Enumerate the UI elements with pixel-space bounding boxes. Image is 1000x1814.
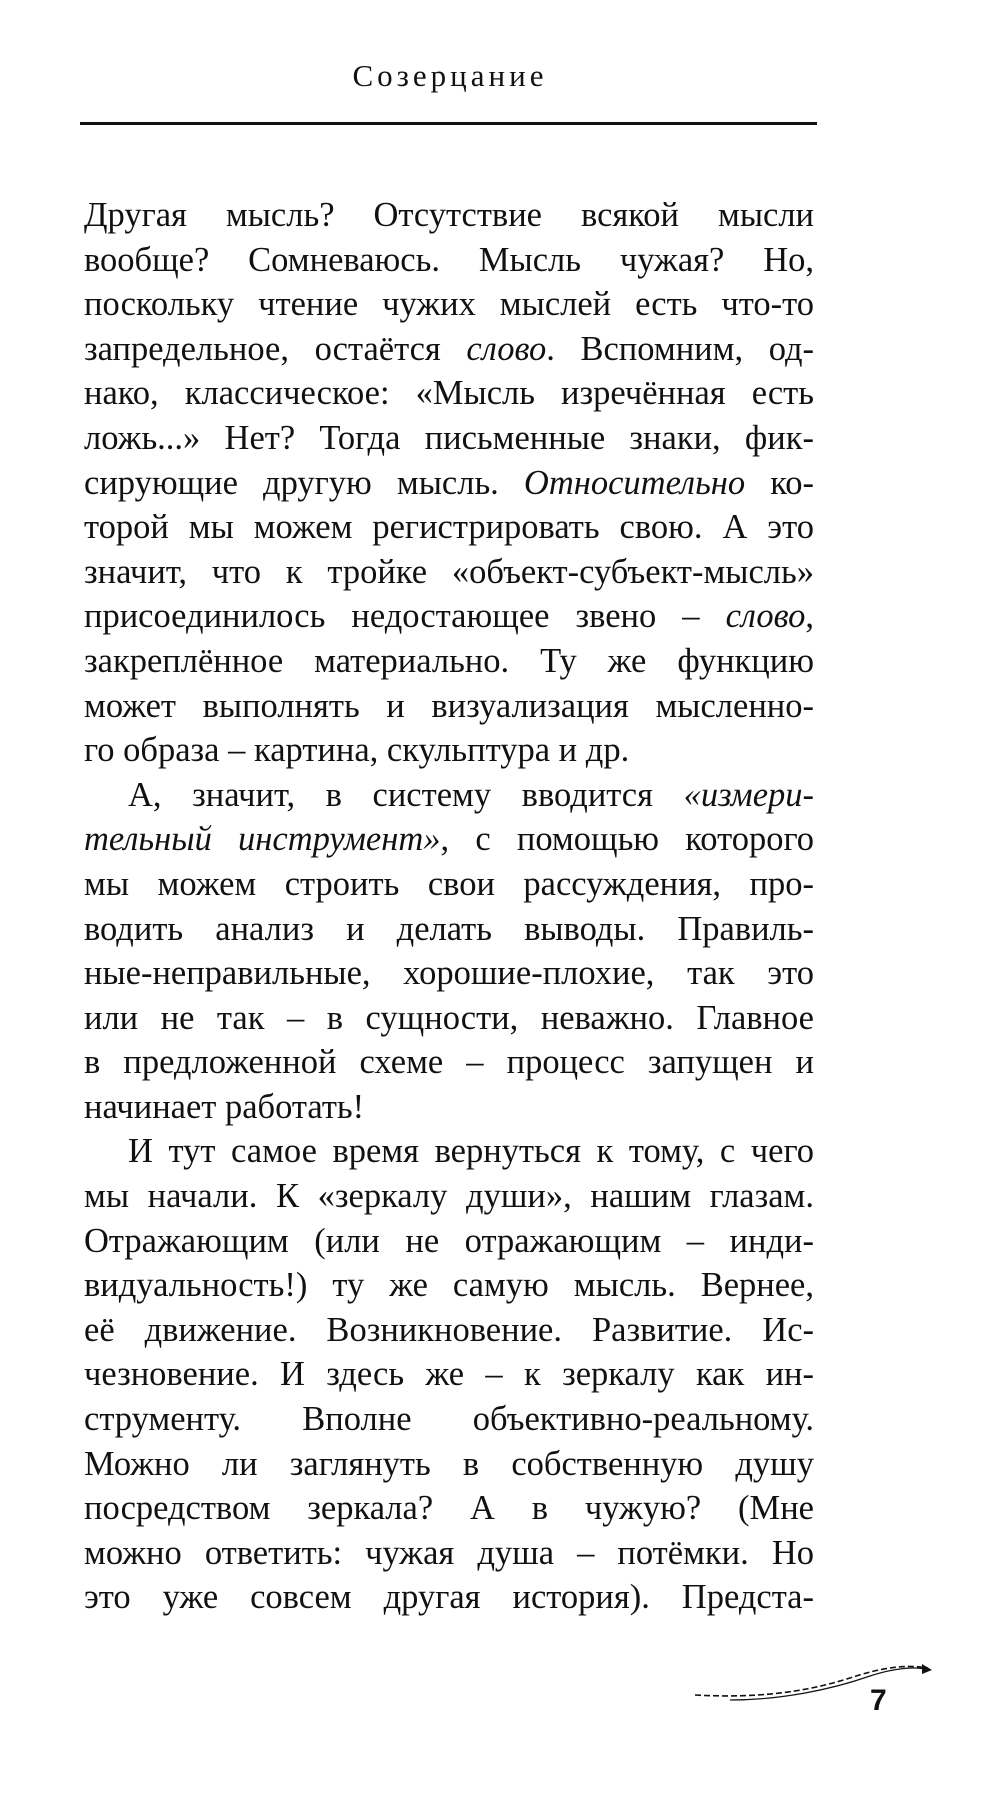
text-line: присоединилось недостающее звено – слово,: [84, 597, 814, 636]
text-line: тельный инструмент», с помощью которого: [84, 820, 815, 859]
text-line: может выполнять и визуализация мысленно-: [84, 686, 814, 725]
running-head: Созерцание: [352, 58, 548, 93]
text-line: посредством зеркала? А в чужую? (Мне: [84, 1489, 814, 1528]
text-line: ные-неправильные, хорошие-плохие, так это: [84, 954, 814, 993]
text-line: чезновение. И здесь же – к зеркалу как ин-: [84, 1355, 814, 1394]
text-line: мы можем строить свои рассуждения, про-: [84, 864, 814, 903]
text-line: водить анализ и делать выводы. Правиль-: [84, 909, 814, 948]
text-line: А, значит, в систему вводится «измери-: [128, 775, 814, 814]
paragraph-1: [84, 193, 814, 773]
text-line: струменту. Вполне объективно-реальному.: [84, 1400, 814, 1439]
text-line: её движение. Возникновение. Развитие. Ис-: [84, 1310, 814, 1349]
text-line: сирующие другую мысль. Относительно ко-: [84, 463, 815, 502]
text-line: И тут самое время вернуться к тому, с чего: [128, 1132, 814, 1171]
text-line: Отражающим (или не отражающим – инди-: [84, 1221, 814, 1260]
text-line: Можно ли заглянуть в собственную душу: [84, 1444, 814, 1483]
body-text: [84, 193, 814, 1620]
text-line: в предложенной схеме – процесс запущен и: [84, 1043, 814, 1082]
text-line: или не так – в сущности, неважно. Главное: [84, 998, 814, 1037]
page-number: 7: [870, 1684, 887, 1717]
text-line: значит, что к тройке «объект-субъект-мысль»: [84, 552, 814, 591]
text-line: нако, классическое: «Мысль изречённая есть: [84, 374, 814, 413]
text-line: мы начали. К «зеркалу души», нашим глазам.: [84, 1177, 814, 1216]
text-line: видуальность!) ту же самую мысль. Вернее,: [84, 1266, 814, 1305]
text-line: это уже совсем другая история). Предста-: [84, 1578, 814, 1617]
text-line: поскольку чтение чужих мыслей есть что-то: [84, 285, 814, 324]
text-line: начинает работать!: [84, 1087, 365, 1126]
text-line: вообще? Сомневаюсь. Мысль чужая? Но,: [84, 240, 814, 279]
text-line: торой мы можем регистрировать свою. А это: [84, 508, 814, 547]
header-rule: [80, 122, 817, 125]
paragraph-3: [84, 1129, 814, 1620]
text-line: можно ответить: чужая душа – потёмки. Но: [84, 1533, 814, 1572]
text-line: Другая мысль? Отсутствие всякой мысли: [84, 196, 814, 234]
text-line: го образа – картина, скульптура и др.: [84, 731, 630, 770]
text-line: запредельное, остаётся слово. Вспомним, од-: [84, 329, 814, 368]
text-line: ложь...» Нет? Тогда письменные знаки, фик-: [84, 418, 814, 457]
paragraph-2: [84, 773, 814, 1130]
footer-ornament-icon: [690, 1650, 940, 1710]
text-line: закреплённое материально. Ту же функцию: [84, 641, 814, 680]
